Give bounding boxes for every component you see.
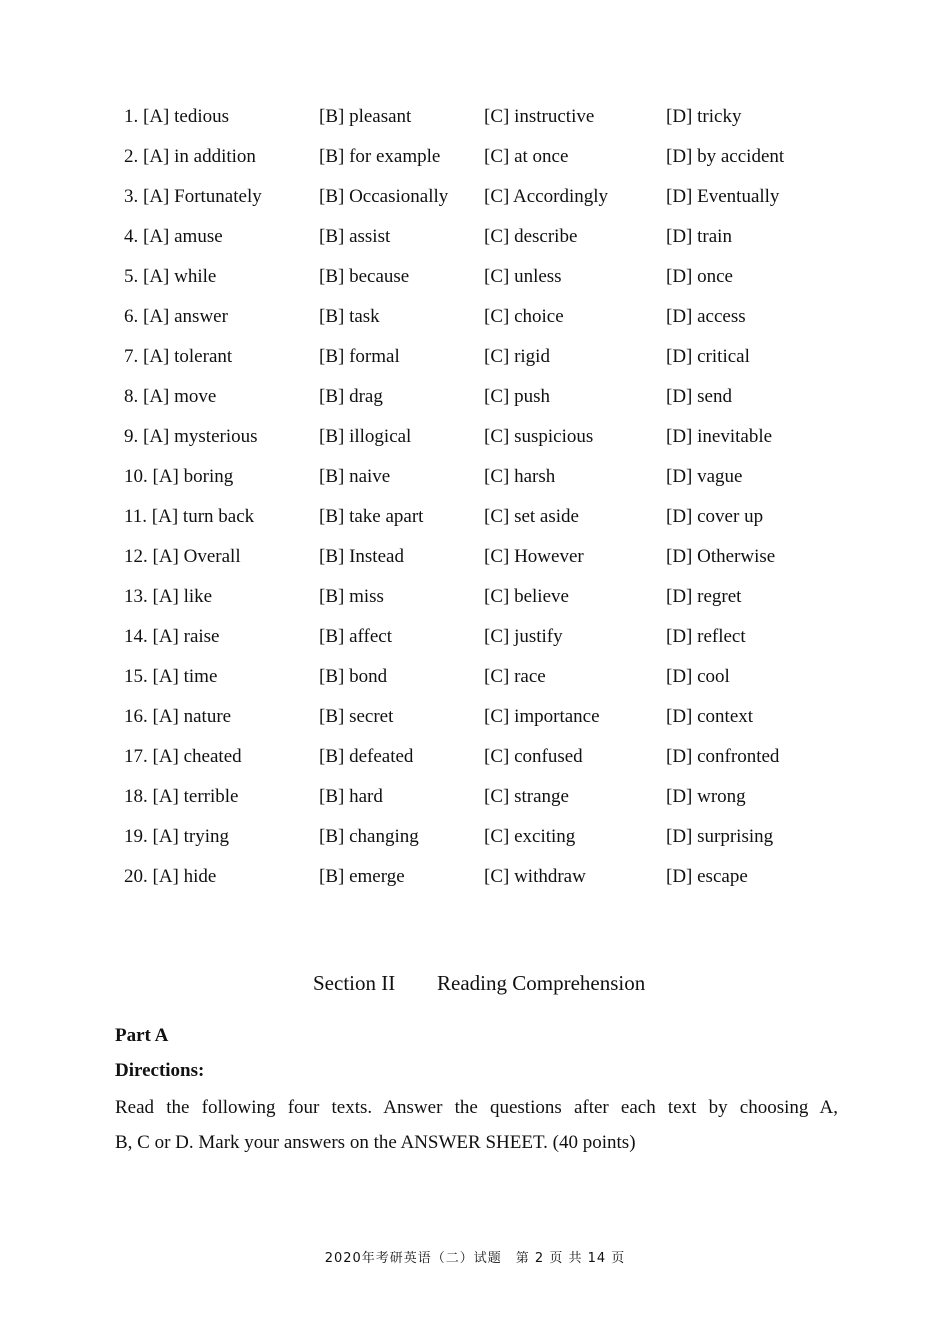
option-d: [D] cool [666, 666, 730, 687]
option-c: [C] at once [484, 146, 569, 167]
question-row [0, 821, 950, 861]
option-d: [D] vague [666, 466, 743, 487]
question-row [0, 861, 950, 901]
option-b: [B] miss [319, 586, 384, 607]
question-row [0, 461, 950, 501]
option-a: 1. [A] tedious [124, 106, 230, 127]
question-row [0, 261, 950, 301]
option-b: [B] task [319, 306, 380, 327]
option-a: 6. [A] answer [124, 306, 228, 327]
option-b: [B] Occasionally [319, 186, 449, 207]
option-c: [C] instructive [484, 106, 595, 127]
question-row [0, 421, 950, 461]
section-heading [0, 966, 950, 1000]
option-b: [B] secret [319, 706, 394, 727]
option-b: [B] Instead [319, 546, 404, 567]
question-row [0, 221, 950, 261]
question-row [0, 661, 950, 701]
option-b: [B] take apart [319, 506, 424, 527]
option-d: [D] access [666, 306, 746, 327]
question-row [0, 581, 950, 621]
option-c: [C] withdraw [484, 866, 586, 887]
option-b: [B] formal [319, 346, 400, 367]
option-b: [B] illogical [319, 426, 412, 447]
option-d: [D] by accident [666, 146, 785, 167]
option-b: [B] changing [319, 826, 419, 847]
option-c: [C] rigid [484, 346, 550, 367]
option-b: [B] assist [319, 226, 391, 247]
option-b: [B] bond [319, 666, 388, 687]
option-d: [D] escape [666, 866, 748, 887]
option-a: 7. [A] tolerant [124, 346, 233, 367]
option-d: [D] send [666, 386, 732, 407]
option-c: [C] suspicious [484, 426, 594, 447]
question-row [0, 101, 950, 141]
directions-line-1: Read the following four texts. Answer the questions after each text by choosing A, [115, 1097, 838, 1118]
option-d: [D] regret [666, 586, 742, 607]
option-a: 5. [A] while [124, 266, 217, 287]
question-row [0, 341, 950, 381]
section-title: Reading Comprehension [437, 971, 646, 995]
option-b: [B] affect [319, 626, 392, 647]
option-d: [D] train [666, 226, 732, 247]
option-b: [B] drag [319, 386, 383, 407]
option-c: [C] confused [484, 746, 583, 767]
option-a: 14. [A] raise [124, 626, 220, 647]
options-list [0, 101, 950, 901]
option-d: [D] Eventually [666, 186, 780, 207]
option-c: [C] choice [484, 306, 564, 327]
question-row [0, 621, 950, 661]
option-c: [C] justify [484, 626, 563, 647]
section-label: Section II [313, 971, 396, 995]
page-footer: 2020年考研英语（二）试题 第 2 页 共 14 页 [324, 1251, 626, 1266]
option-d: [D] once [666, 266, 733, 287]
question-row [0, 541, 950, 581]
option-c: [C] exciting [484, 826, 576, 847]
option-b: [B] because [319, 266, 410, 287]
question-row [0, 501, 950, 541]
option-c: [C] believe [484, 586, 569, 607]
option-d: [D] reflect [666, 626, 746, 647]
option-d: [D] surprising [666, 826, 774, 847]
option-a: 15. [A] time [124, 666, 218, 687]
option-c: [C] Accordingly [484, 186, 609, 207]
part-heading: Part A [115, 1025, 169, 1046]
option-a: 2. [A] in addition [124, 146, 256, 167]
option-a: 13. [A] like [124, 586, 213, 607]
question-row [0, 741, 950, 781]
option-a: 8. [A] move [124, 386, 217, 407]
option-a: 9. [A] mysterious [124, 426, 258, 447]
option-d: [D] Otherwise [666, 546, 776, 567]
option-d: [D] tricky [666, 106, 742, 127]
question-row [0, 381, 950, 421]
option-d: [D] wrong [666, 786, 746, 807]
option-c: [C] push [484, 386, 550, 407]
option-a: 10. [A] boring [124, 466, 234, 487]
option-d: [D] inevitable [666, 426, 773, 447]
option-d: [D] critical [666, 346, 750, 367]
question-row [0, 181, 950, 221]
option-a: 19. [A] trying [124, 826, 230, 847]
question-row [0, 781, 950, 821]
directions-label: Directions: [115, 1060, 205, 1081]
option-a: 16. [A] nature [124, 706, 232, 727]
option-a: 11. [A] turn back [124, 506, 255, 527]
option-a: 20. [A] hide [124, 866, 217, 887]
option-b: [B] emerge [319, 866, 405, 887]
option-a: 3. [A] Fortunately [124, 186, 262, 207]
option-b: [B] for example [319, 146, 441, 167]
option-a: 4. [A] amuse [124, 226, 223, 247]
question-row [0, 141, 950, 181]
option-c: [C] strange [484, 786, 569, 807]
directions-line-2: B, C or D. Mark your answers on the ANSWER SHEET. (40 points) [115, 1132, 636, 1153]
option-b: [B] pleasant [319, 106, 412, 127]
option-c: [C] unless [484, 266, 562, 287]
option-c: [C] race [484, 666, 546, 687]
option-d: [D] confronted [666, 746, 780, 767]
option-b: [B] naive [319, 466, 391, 487]
option-b: [B] hard [319, 786, 383, 807]
option-c: [C] describe [484, 226, 578, 247]
option-d: [D] cover up [666, 506, 764, 527]
question-row [0, 701, 950, 741]
question-row [0, 301, 950, 341]
option-a: 17. [A] cheated [124, 746, 242, 767]
option-c: [C] importance [484, 706, 600, 727]
option-c: [C] However [484, 546, 584, 567]
option-d: [D] context [666, 706, 754, 727]
directions-text [115, 1090, 838, 1160]
option-a: 12. [A] Overall [124, 546, 241, 567]
option-c: [C] set aside [484, 506, 579, 527]
option-c: [C] harsh [484, 466, 556, 487]
option-a: 18. [A] terrible [124, 786, 239, 807]
option-b: [B] defeated [319, 746, 414, 767]
